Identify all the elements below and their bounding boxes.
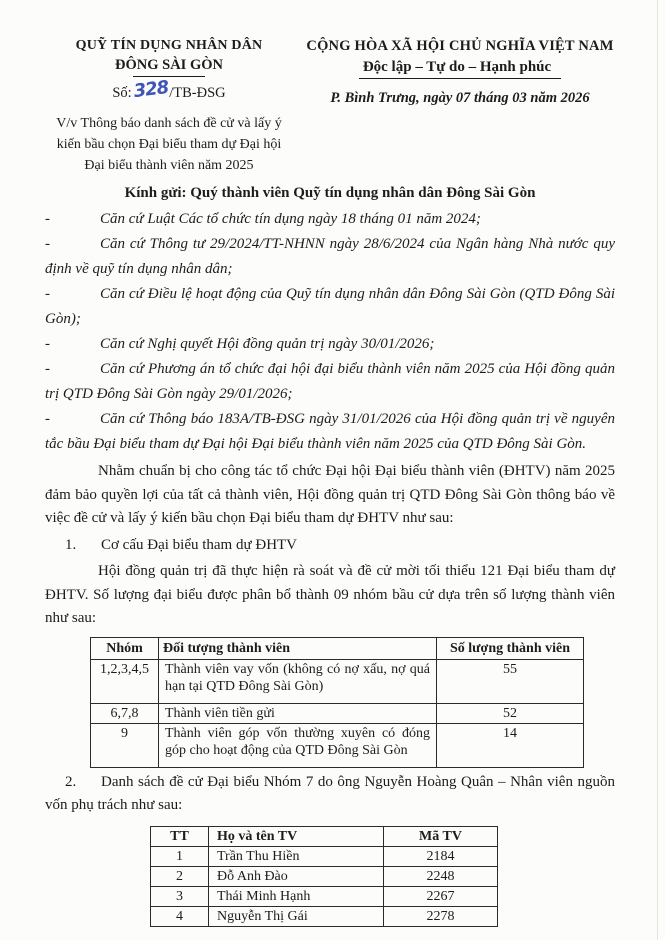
col-header-ordinal: TT (151, 826, 209, 846)
legal-basis-item (45, 232, 615, 282)
cell-group: 6,7,8 (91, 703, 159, 723)
cell-member-count: 14 (437, 723, 584, 767)
cell-member-code: 2184 (384, 846, 498, 866)
list-dash: - (45, 361, 50, 377)
intro-paragraph: Nhằm chuẩn bị cho công tác tổ chức Đại hội Đại biểu thành viên (ĐHTV) năm 2025 đảm bảo quyền lợi của tất cả thành viên, Hội đồng quản trị QTD Đông Sài Gòn thông báo về việc đề cử và lấy ý kiến bầu chọn Đại biểu tham dự ĐHTV như sau: (45, 463, 615, 526)
col-header-group: Nhóm (91, 637, 159, 659)
cell-ordinal: 3 (151, 886, 209, 906)
legal-basis-item (45, 332, 615, 357)
national-motto-row (305, 57, 615, 79)
issuer-block (45, 36, 293, 176)
national-block (293, 36, 615, 176)
list-dash: - (45, 236, 50, 252)
legal-basis-item (45, 357, 615, 407)
cell-member-name: Trần Thu Hiền (209, 846, 384, 866)
table-row (91, 723, 584, 767)
cell-member-count: 52 (437, 703, 584, 723)
cell-member-type: Thành viên góp vốn thường xuyên có đóng góp cho hoạt động của QTD Đông Sài Gòn (159, 723, 437, 767)
table-header-row (151, 826, 498, 846)
cell-member-name: Đỗ Anh Đào (209, 866, 384, 886)
table-row (151, 886, 498, 906)
list-dash: - (45, 211, 50, 227)
table-row (91, 659, 584, 703)
list-dash: - (45, 286, 50, 302)
table-header-row (91, 637, 584, 659)
section1-paragraph: Hội đồng quản trị đã thực hiện rà soát và đề cử mời tối thiểu 121 Đại biểu tham dự ĐHTV. Số lượng đại biểu được phân bổ thành 09 nhóm bầu cử dựa trên số lượng thành viên như sau: (45, 563, 615, 626)
legal-basis-item (45, 207, 615, 232)
legal-basis-text: Căn cứ Nghị quyết Hội đồng quản trị ngày 30/01/2026; (100, 336, 435, 352)
cell-group: 9 (91, 723, 159, 767)
cell-group: 1,2,3,4,5 (91, 659, 159, 703)
legal-basis-text: Căn cứ Thông tư 29/2024/TT-NHNN ngày 28/6/2024 của Ngân hàng Nhà nước quy định về quỹ tín dụng nhân dân; (45, 236, 615, 277)
section2-text: Danh sách đề cử Đại biểu Nhóm 7 do ông Nguyễn Hoàng Quân – Nhân viên nguồn vốn phụ trách như sau: (45, 773, 615, 813)
cell-member-code: 2267 (384, 886, 498, 906)
legal-basis-text: Căn cứ Luật Các tổ chức tín dụng ngày 18 tháng 01 năm 2024; (100, 211, 481, 227)
cell-member-count: 55 (437, 659, 584, 703)
salutation-line: Kính gửi: Quý thành viên Quỹ tín dụng nhân dân Đông Sài Gòn (124, 185, 536, 201)
cell-member-name: Thái Minh Hạnh (209, 886, 384, 906)
nominee-list-table (150, 826, 498, 927)
cell-member-type: Thành viên vay vốn (không có nợ xấu, nợ quá hạn tại QTD Đông Sài Gòn) (159, 659, 437, 703)
col-header-member-code: Mã TV (384, 826, 498, 846)
section1-number: 1. (65, 536, 77, 553)
section1-heading (45, 534, 615, 558)
cell-ordinal: 2 (151, 866, 209, 886)
legal-basis-item (45, 282, 615, 332)
national-motto: Độc lập – Tự do – Hạnh phúc (359, 57, 561, 79)
national-title: CỘNG HÒA XÃ HỘI CHỦ NGHĨA VIỆT NAM (306, 38, 614, 54)
cell-ordinal: 4 (151, 906, 209, 926)
document-number (45, 76, 293, 104)
legal-basis-text: Căn cứ Phương án tổ chức đại hội đại biểu thành viên năm 2025 của Hội đồng quản trị QTD Đông Sài Gòn ngày 29/01/2026; (45, 361, 615, 402)
document-subject: V/v Thông báo danh sách đề cử và lấy ý kiến bầu chọn Đại biểu tham dự Đại hội Đại biểu thành viên năm 2025 (56, 116, 282, 173)
section1-title: Cơ cấu Đại biểu tham dự ĐHTV (101, 536, 298, 553)
legal-basis-text: Căn cứ Điều lệ hoạt động của Quỹ tín dụng nhân dân Đông Sài Gòn (QTD Đông Sài Gòn); (45, 286, 615, 327)
col-header-member-name: Họ và tên TV (209, 826, 384, 846)
doc-no-prefix: Số: (112, 85, 132, 101)
list-dash: - (45, 411, 50, 427)
table-row (151, 846, 498, 866)
cell-ordinal: 1 (151, 846, 209, 866)
section2-number: 2. (65, 773, 77, 790)
legal-basis-list (45, 207, 615, 457)
cell-member-name: Nguyễn Thị Gái (209, 906, 384, 926)
org-name-line1: QUỸ TÍN DỤNG NHÂN DÂN (75, 38, 263, 53)
table-row (151, 906, 498, 926)
table-row (91, 703, 584, 723)
col-header-member-count: Số lượng thành viên (437, 637, 584, 659)
doc-no-suffix: /TB-ĐSG (169, 85, 226, 101)
document-header (45, 36, 615, 176)
cell-member-type: Thành viên tiền gửi (159, 703, 437, 723)
table-row (151, 866, 498, 886)
legal-basis-item (45, 407, 615, 457)
place-and-date: P. Bình Trưng, ngày 07 tháng 03 năm 2026 (330, 90, 590, 106)
cell-member-code: 2278 (384, 906, 498, 926)
org-name-line2: ĐÔNG SÀI GÒN (115, 57, 223, 73)
list-dash: - (45, 336, 50, 352)
cell-member-code: 2248 (384, 866, 498, 886)
col-header-member-type: Đối tượng thành viên (159, 637, 437, 659)
org-underline-rule (133, 76, 205, 77)
handwritten-doc-number: 328 (132, 76, 170, 103)
legal-basis-text: Căn cứ Thông báo 183A/TB-ĐSG ngày 31/01/2026 của Hội đồng quản trị về nguyên tắc bầu Đại biểu tham dự Đại hội Đại biểu thành viên năm 2025 của QTD Đông Sài Gòn. (45, 411, 615, 452)
section2-paragraph (45, 771, 615, 818)
member-groups-table (90, 637, 584, 768)
